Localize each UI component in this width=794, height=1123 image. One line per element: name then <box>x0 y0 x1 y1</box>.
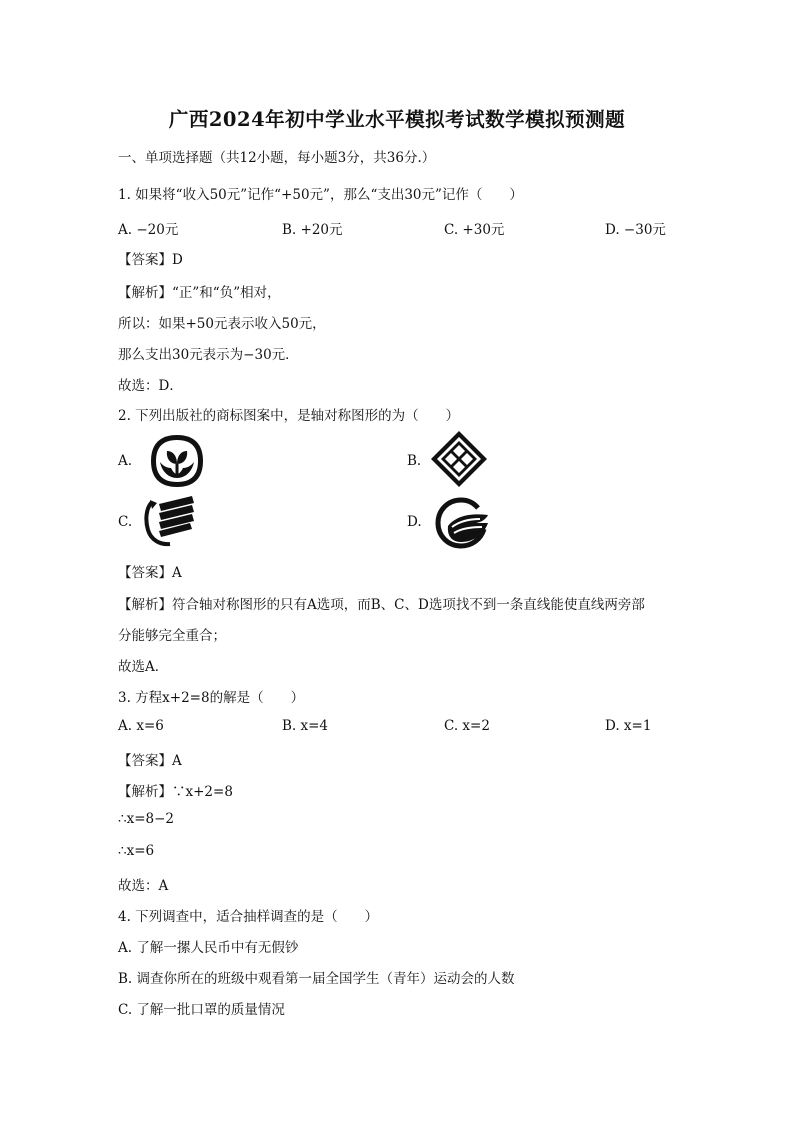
g-wave-logo-icon <box>434 496 492 550</box>
q1-analysis-line: 【解析】“正”和“负”相对， <box>118 285 281 301</box>
q3-analysis-line: ∴x=6 <box>118 843 155 859</box>
q2-option-b-letter: B. <box>407 453 422 469</box>
q4-option-a: A. 了解一摞人民币中有无假钞 <box>118 940 299 956</box>
q1-answer: 【答案】D <box>118 252 183 268</box>
q2-analysis-line: 分能够完全重合； <box>118 628 226 644</box>
q1-option-b: B. +20元 <box>282 222 343 238</box>
q1-option-a: A. −20元 <box>118 222 179 238</box>
q1-option-c: C. +30元 <box>444 222 505 238</box>
q3-analysis-line: 【解析】∵x+2=8 <box>118 784 233 800</box>
q3-analysis-line: 故选：A <box>118 878 169 894</box>
q2-stem: 2. 下列出版社的商标图案中，是轴对称图形的为（ ） <box>118 408 460 424</box>
q3-answer: 【答案】A <box>118 753 182 769</box>
q4-stem: 4. 下列调查中，适合抽样调查的是（ ） <box>118 909 379 925</box>
q2-option-a-letter: A. <box>118 453 133 469</box>
q3-option-c: C. x=2 <box>444 718 490 734</box>
q2-option-d-letter: D. <box>407 514 422 530</box>
q3-option-b: B. x=4 <box>282 718 329 734</box>
q3-option-d: D. x=1 <box>605 718 652 734</box>
diamond-grid-logo-icon <box>430 430 488 488</box>
hands-sprout-logo-icon <box>148 432 206 490</box>
q3-stem: 3. 方程x+2=8的解是（ ） <box>118 690 305 706</box>
q3-option-a: A. x=6 <box>118 718 164 734</box>
q4-option-c: C. 了解一批口罩的质量情况 <box>118 1002 285 1018</box>
page-title: 广西2024年初中学业水平模拟考试数学模拟预测题 <box>168 108 626 131</box>
q1-option-d: D. −30元 <box>605 222 666 238</box>
q1-stem: 1. 如果将“收入50元”记作“+50元”，那么“支出30元”记作（ ） <box>118 187 523 203</box>
q2-answer: 【答案】A <box>118 565 182 581</box>
q1-analysis-line: 故选：D． <box>118 378 183 394</box>
q2-analysis-line: 故选A． <box>118 659 169 675</box>
q1-analysis-line: 所以：如果+50元表示收入50元， <box>118 316 326 332</box>
book-stack-logo-icon <box>142 494 198 548</box>
section-heading: 一、单项选择题（共12小题，每小题3分，共36分.） <box>118 150 436 166</box>
q2-option-c-letter: C. <box>118 514 133 530</box>
q1-analysis-line: 那么支出30元表示为−30元． <box>118 347 299 363</box>
q3-analysis-line: ∴x=8−2 <box>118 811 175 827</box>
q4-option-b: B. 调查你所在的班级中观看第一届全国学生（青年）运动会的人数 <box>118 971 515 987</box>
q2-analysis-line: 【解析】符合轴对称图形的只有A选项，而B、C、D选项找不到一条直线能使直线两旁部 <box>118 597 645 613</box>
